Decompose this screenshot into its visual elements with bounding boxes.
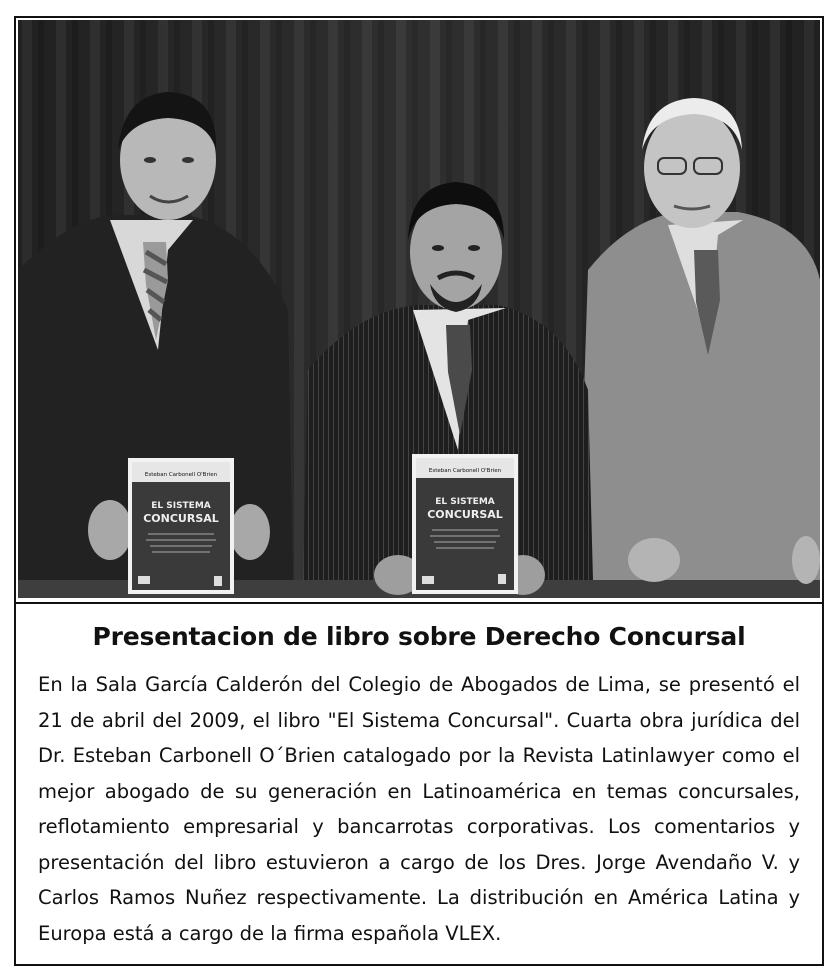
- book-center-title-1: EL SISTEMA: [435, 497, 495, 507]
- book-left-author: Esteban Carbonell O'Brien: [144, 472, 218, 478]
- book-center-author: Esteban Carbonell O'Brien: [428, 468, 502, 474]
- book-left: [128, 458, 234, 594]
- book-center-title-2: CONCURSAL: [427, 508, 503, 521]
- article-title: Presentacion de libro sobre Derecho Concursal: [92, 622, 746, 651]
- caption-area: [16, 602, 822, 951]
- article-body: En la Sala García Calderón del Colegio de Abogados de Lima, se presentó el 21 de abril del 2009, el libro "El Sistema Concursal". Cuarta obra jurídica del Dr. Esteban Carbonell O´Brien catalogado por la Revista Latinlawyer como el mejor abogado de su generación en Latinoamérica en temas concursales, reflotamiento empresarial y bancarrotas corporativas. Los comentarios y presentación del libro estuvieron a cargo de los Dres. Jorge Avendaño V. y Carlos Ramos Nuñez respectivamente. La distribución en América Latina y Europa está a cargo de la firma española VLEX.: [38, 673, 800, 945]
- book-left-title-2: CONCURSAL: [143, 512, 219, 525]
- book-center: [412, 454, 518, 594]
- book-left-title-1: EL SISTEMA: [151, 501, 211, 511]
- event-photo: [18, 20, 820, 598]
- article-frame: [14, 16, 824, 966]
- photo-illustration: [18, 20, 820, 598]
